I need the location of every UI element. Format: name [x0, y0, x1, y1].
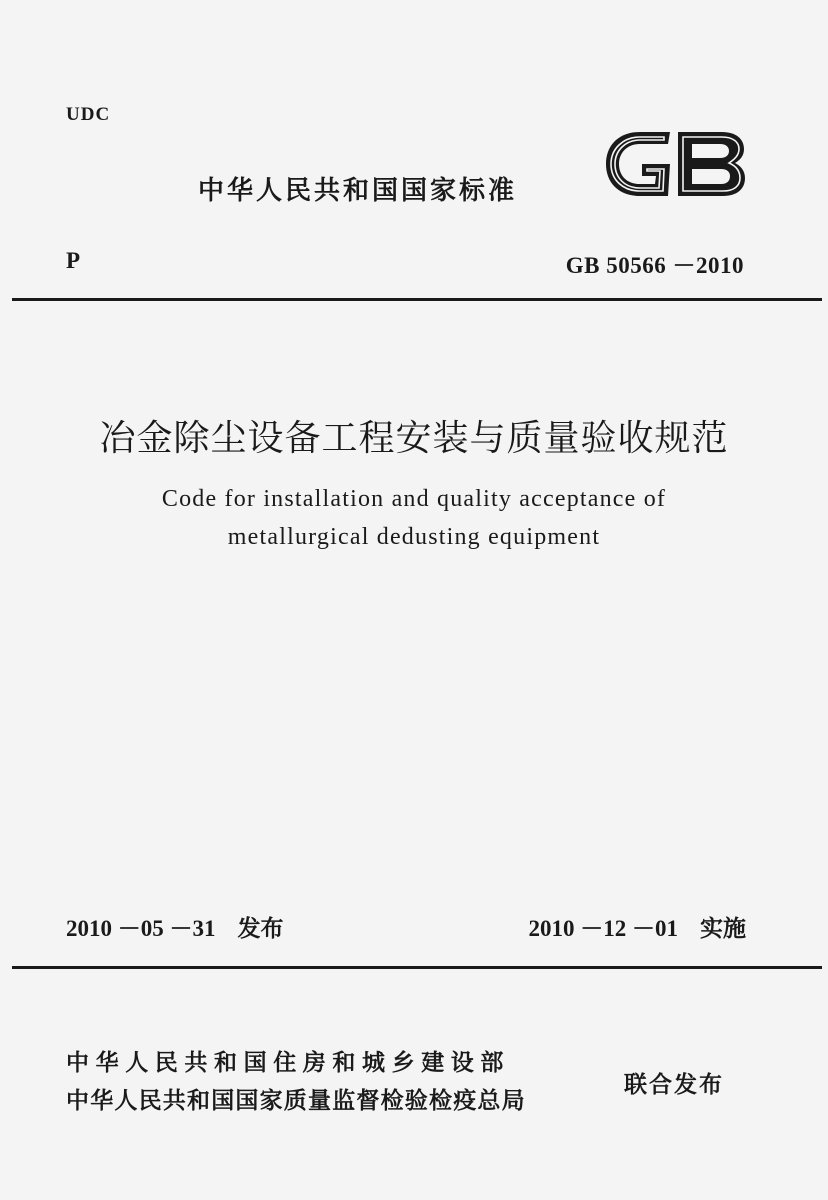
effective-word: 实施 — [700, 916, 746, 942]
title-english — [0, 480, 828, 556]
issuer-ministry: 中华人民共和国住房和城乡建设部 — [66, 1050, 510, 1076]
issuer-aqsiq: 中华人民共和国国家质量监督检验检疫总局 — [66, 1088, 526, 1114]
effective-date-block — [529, 910, 747, 943]
standard-number: GB 50566 －2010 — [565, 253, 744, 278]
joint-release-label: 联合发布 — [624, 1072, 724, 1098]
top-divider — [12, 298, 822, 301]
udc-label: UDC — [66, 104, 111, 125]
issue-word: 发布 — [237, 916, 284, 942]
gb-logo-icon — [602, 128, 748, 200]
issuers-block — [66, 1044, 526, 1120]
title-chinese: 冶金除尘设备工程安装与质量验收规范 — [99, 418, 729, 458]
title-english-line1: Code for installation and quality acceptance of — [161, 486, 667, 512]
title-english-line2: metallurgical dedusting equipment — [227, 524, 601, 550]
issue-date-block — [66, 910, 284, 943]
classification-code: P — [66, 248, 81, 273]
issue-date: 2010 －05 －31 — [66, 916, 216, 941]
national-standard-heading: 中华人民共和国国家标准 — [198, 176, 518, 206]
bottom-divider — [12, 966, 822, 969]
effective-date: 2010 －12 －01 — [528, 916, 678, 941]
